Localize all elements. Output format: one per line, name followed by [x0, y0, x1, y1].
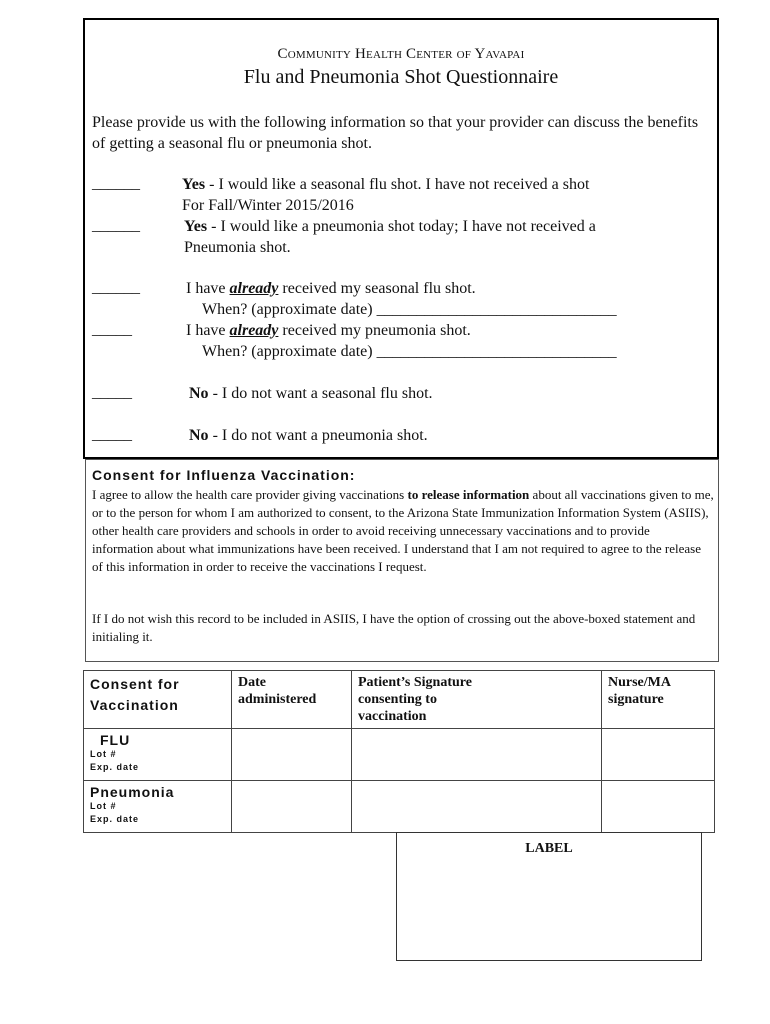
pneumonia-yes-bold: Yes — [184, 218, 208, 235]
flu-already-post: received my seasonal flu shot. — [278, 280, 476, 297]
questionnaire-box — [83, 18, 719, 459]
pneumonia-yes-option — [184, 216, 596, 258]
flu-yes-bold: Yes — [182, 176, 206, 193]
flu-exp-label: Exp. date — [90, 762, 140, 772]
header-date — [232, 671, 352, 729]
consent-note: If I do not wish this record to be included in ASIIS, I have the option of crossing out the above-boxed statement and initialing it. — [92, 611, 696, 644]
header-consent — [84, 671, 232, 729]
flu-no-bold: No — [189, 385, 209, 402]
header-patient-line2: consenting to — [358, 692, 437, 707]
consent-box — [85, 459, 719, 662]
intro-text: Please provide us with the following information so that your provider can discuss the benefits of getting a seasonal flu or pneumonia shot. — [92, 114, 699, 152]
table-header-row — [84, 671, 715, 729]
pneumonia-already-pre: I have — [186, 322, 230, 339]
pneumonia-yes-line2: Pneumonia shot. — [184, 239, 291, 256]
flu-yes-line2: For Fall/Winter 2015/2016 — [182, 197, 354, 214]
pneumonia-lot-label: Lot # — [90, 801, 117, 811]
pneumonia-already-option — [186, 320, 617, 362]
pneumonia-no-text: - I do not want a pneumonia shot. — [208, 427, 428, 444]
flu-lot-label: Lot # — [90, 749, 117, 759]
consent-body-bold: to release information — [407, 487, 530, 502]
flu-already-option — [186, 278, 617, 320]
pneumonia-already-post: received my pneumonia shot. — [278, 322, 471, 339]
pneumonia-no-blank[interactable]: _____ — [92, 426, 132, 443]
pneumonia-patient-signature-cell[interactable] — [352, 781, 602, 833]
flu-yes-option — [182, 174, 589, 216]
pneumonia-already-emph: already — [229, 322, 279, 339]
pneumonia-yes-text: - I would like a pneumonia shot today; I have not received a — [207, 218, 596, 235]
label-box — [396, 832, 702, 961]
header-nurse-line1: Nurse/MA — [608, 675, 671, 690]
header-consent-line2: Vaccination — [90, 697, 179, 713]
header-patient-line3: vaccination — [358, 709, 427, 724]
header-patient-line1: Patient’s Signature — [358, 675, 472, 690]
table-row-pneumonia — [84, 781, 715, 833]
flu-patient-signature-cell[interactable] — [352, 729, 602, 781]
pneumonia-yes-blank[interactable]: ______ — [92, 217, 140, 234]
flu-no-option — [189, 383, 433, 404]
table-row-flu — [84, 729, 715, 781]
flu-label: FLU — [100, 732, 131, 748]
flu-cell — [84, 729, 232, 781]
pneumonia-already-blank[interactable]: _____ — [92, 321, 132, 338]
flu-already-blank[interactable]: ______ — [92, 279, 140, 296]
pneumonia-label: Pneumonia — [90, 784, 175, 800]
flu-already-emph: already — [229, 280, 279, 297]
vaccination-table — [83, 670, 715, 833]
header-consent-line1: Consent for — [90, 676, 180, 692]
pneumonia-already-when[interactable]: When? (approximate date) ______________________________ — [202, 343, 617, 360]
header-nurse-line2: signature — [608, 692, 664, 707]
flu-already-when[interactable]: When? (approximate date) ______________________________ — [202, 301, 617, 318]
flu-nurse-signature-cell[interactable] — [602, 729, 715, 781]
pneumonia-date-cell[interactable] — [232, 781, 352, 833]
pneumonia-cell — [84, 781, 232, 833]
organization-name: Community Health Center of Yavapai — [277, 46, 525, 62]
flu-no-text: - I do not want a seasonal flu shot. — [208, 385, 433, 402]
consent-statement — [92, 486, 714, 576]
form-title: Flu and Pneumonia Shot Questionnaire — [243, 66, 559, 88]
flu-yes-blank[interactable]: ______ — [92, 175, 140, 192]
consent-heading: Consent for Influenza Vaccination: — [92, 467, 356, 483]
header-nurse-signature — [602, 671, 715, 729]
pneumonia-exp-label: Exp. date — [90, 814, 140, 824]
flu-date-cell[interactable] — [232, 729, 352, 781]
pneumonia-no-bold: No — [189, 427, 209, 444]
flu-yes-text: - I would like a seasonal flu shot. I have not received a shot — [205, 176, 590, 193]
header-date-line1: Date — [238, 675, 266, 690]
label-text: LABEL — [525, 841, 573, 856]
pneumonia-no-option — [189, 425, 428, 446]
header-patient-signature — [352, 671, 602, 729]
flu-no-blank[interactable]: _____ — [92, 384, 132, 401]
consent-body-pre: I agree to allow the health care provider giving vaccinations — [92, 487, 408, 502]
header-date-line2: administered — [238, 692, 317, 707]
flu-already-pre: I have — [186, 280, 230, 297]
consent-body-post: about all vaccinations given to me, or to the person for whom I am authorized to consent, to the Arizona State Immunization Information System (ASIIS), other health care providers and schools in order to avoid receiving unnecessary vaccinations and to provide information about what immunizations have been received. I understand that I am not required to agree to the release of this information in order to receive the vaccinations I request. — [92, 487, 714, 574]
pneumonia-nurse-signature-cell[interactable] — [602, 781, 715, 833]
